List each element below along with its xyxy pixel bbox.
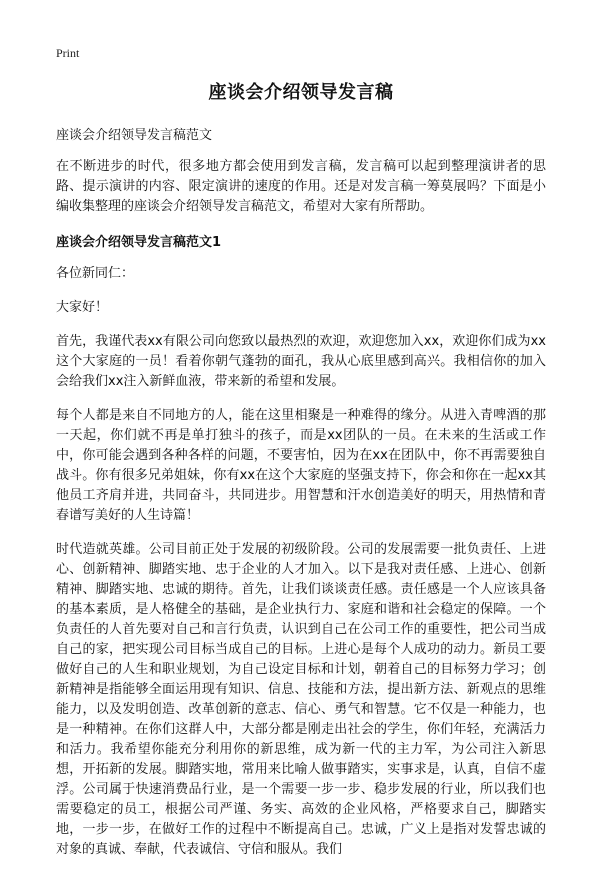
page-title: 座谈会介绍领导发言稿 <box>208 82 394 103</box>
greeting-line: 大家好！ <box>56 300 109 315</box>
body-paragraph: 首先，我谨代表xx有限公司向您致以最热烈的欢迎，欢迎您加入xx，欢迎你们成为xx这个大家庭的一员！看着你朝气蓬勃的面孔，我从心底里感到高兴。我相信你的加入会给我们xx注入新鲜血液，带来新的希望和发展。 <box>56 334 546 389</box>
body-paragraph: 时代造就英雄。公司目前正处于发展的初级阶段。公司的发展需要一批负责任、上进心、创新精神、脚踏实地、忠于企业的人才加入。以下是我对责任感、上进心、创新精神、脚踏实地、忠诚的期待。首先，让我们谈谈责任感。责任感是一个人应该具备的基本素质，是人格健全的基础，是企业执行力、家庭和谐和社会稳定的保障。一个负责任的人首先要对自己和言行负责，认识到自己在公司工作的重要性，把公司当成自己的家，把实现公司目标当成自己的目标。上进心是每个人成功的动力。新员工要做好自己的人生和职业规划，为自己设定目标和计划，朝着自己的目标努力学习；创新精神是指能够全面运用现有知识、信息、技能和方法，提出新方法、新观点的思维能力，以及发明创造、改革创新的意志、信心、勇气和智慧。它不仅是一种能力，也是一种精神。在你们这群人中，大部分都是刚走出社会的学生，你们年轻，充满活力和活力。我希望你能充分利用你的新思维，成为新一代的主力军，为公司注入新思想，开拓新的发展。脚踏实地，常用来比喻人做事踏实，实事求是，认真，自信不虚浮。公司属于快速消费品行业，是一个需要一步一步、稳步发展的行业，所以我们也需要稳定的员工，根据公司严谨、务实、高效的企业风格，严格要求自己，脚踏实地，一步一步，在做好工作的过程中不断提高自己。忠诚，广义上是指对发誓忠诚的对象的真诚、奉献，代表诚信、守信和服从。我们 <box>56 542 546 857</box>
document-body <box>56 78 546 874</box>
section-heading: 座谈会介绍领导发言稿范文1 <box>56 235 222 250</box>
print-link[interactable]: Print <box>56 46 80 60</box>
document-subtitle: 座谈会介绍领导发言稿范文 <box>56 128 213 143</box>
body-paragraph: 每个人都是来自不同地方的人，能在这里相聚是一种难得的缘分。从进入青啤酒的那一天起，你们就不再是单打独斗的孩子，而是xx团队的一员。在未来的生活或工作中，你可能会遇到各种各样的问题，不要害怕，因为在xx在团队中，你不再需要独自战斗。你有很多兄弟姐妹，你有xx在这个大家庭的坚强支持下，你会和你在一起xx其他员工齐肩并进，共同奋斗，共同进步。用智慧和汗水创造美好的明天，用热情和青春谱写美好的人生诗篇！ <box>56 408 546 523</box>
greeting-line: 各位新同仁： <box>56 266 135 281</box>
intro-paragraph: 在不断进步的时代，很多地方都会使用到发言稿，发言稿可以起到整理演讲者的思路、提示演讲的内容、限定演讲的速度的作用。还是对发言稿一筹莫展吗？下面是小编收集整理的座谈会介绍领导发言稿范文，希望对大家有所帮助。 <box>56 159 546 214</box>
